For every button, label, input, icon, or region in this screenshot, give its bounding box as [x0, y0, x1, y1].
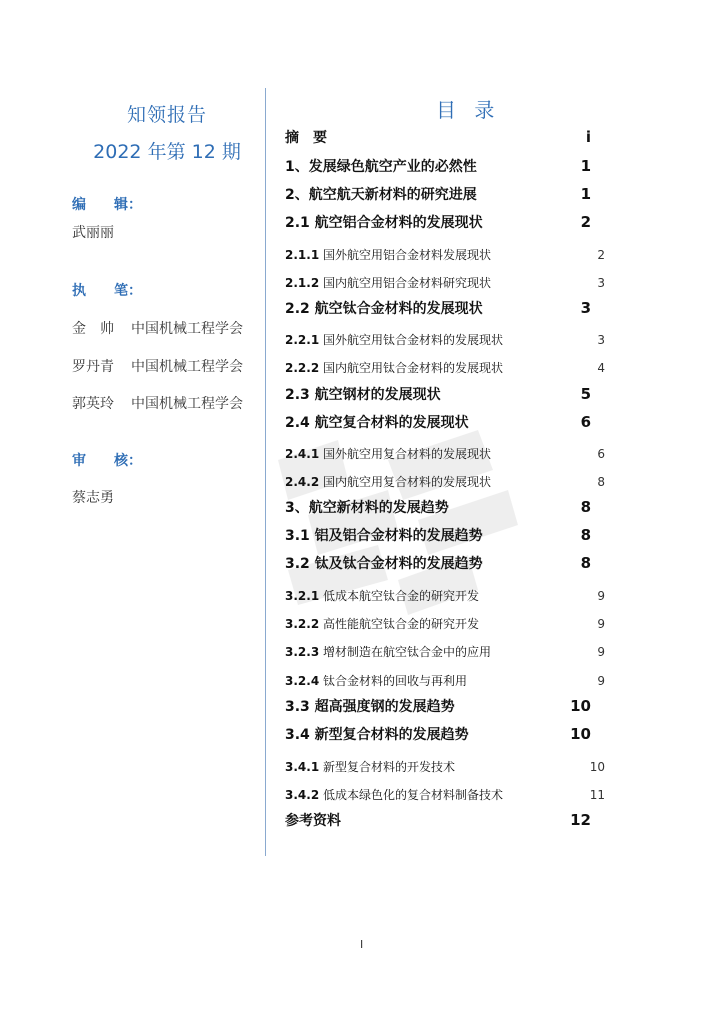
toc-entry[interactable] — [285, 156, 605, 176]
toc-entry[interactable] — [285, 412, 605, 432]
toc-entry-number: 3.2.1 — [285, 589, 320, 603]
toc-entry-text: 国外航空用钛合金材料的发展现状 — [319, 333, 503, 347]
toc-entry-page: 11 — [589, 788, 605, 802]
toc-entry-title — [285, 412, 561, 432]
toc-entry-page: 9 — [597, 589, 605, 603]
toc-entry-number: 3.2 — [285, 556, 310, 572]
toc-entry-text: 高性能航空钛合金的研究开发 — [319, 617, 479, 631]
toc-entry[interactable] — [285, 212, 605, 232]
toc-entry-title — [285, 246, 575, 263]
toc-entry[interactable] — [285, 359, 605, 376]
toc-entry-title — [285, 587, 575, 604]
toc-entry-text: 铝及铝合金材料的发展趋势 — [309, 528, 483, 544]
writer-label: 执 笔： — [72, 283, 142, 299]
toc-entry-page: 3 — [580, 299, 591, 317]
toc-entry-text: 增材制造在航空钛合金中的应用 — [319, 645, 491, 659]
toc-entry-number: 3、 — [285, 500, 309, 516]
toc-entry-page: 10 — [589, 760, 605, 774]
writer-org: 中国机械工程学会 — [131, 396, 243, 412]
reviewer-name: 蔡志勇 — [72, 490, 114, 506]
toc-entry-title — [285, 497, 561, 517]
toc-entry-text: 新型复合材料的发展趋势 — [309, 727, 469, 743]
toc-entry[interactable] — [285, 184, 605, 204]
toc-entry-title — [285, 331, 575, 348]
toc-entry-page: 8 — [580, 554, 591, 572]
toc-entry-title — [285, 445, 575, 462]
toc-entry-text: 发展绿色航空产业的必然性 — [308, 159, 477, 175]
toc-entry-page: 9 — [597, 617, 605, 631]
toc-entry-page: 6 — [597, 447, 605, 461]
writer-org: 中国机械工程学会 — [131, 359, 243, 375]
toc-entry[interactable] — [285, 384, 605, 404]
toc-entry-text: 新型复合材料的开发技术 — [319, 760, 455, 774]
toc-entry-page: 5 — [580, 385, 591, 403]
toc-entry[interactable] — [285, 525, 605, 545]
toc-entry-title — [285, 758, 575, 775]
vertical-divider — [265, 88, 266, 856]
toc-entry-page: 3 — [597, 276, 605, 290]
toc-entry-page: 9 — [597, 674, 605, 688]
writer-name: 郭英玲 — [72, 396, 114, 412]
toc-entry[interactable] — [285, 786, 605, 803]
publication-name: 知领报告 — [126, 104, 207, 126]
toc-entry-page: 8 — [580, 526, 591, 544]
toc-entry-title — [285, 473, 575, 490]
toc-entry[interactable] — [285, 696, 605, 716]
toc-entry-number: 3.1 — [285, 528, 310, 544]
toc-entry-title — [285, 156, 561, 176]
toc-entry-title — [285, 298, 561, 318]
toc-entry-number: 2.1.1 — [285, 248, 320, 262]
toc-entry-number: 3.2.2 — [285, 617, 320, 631]
toc-entry-text: 航空新材料的发展趋势 — [308, 500, 449, 516]
toc-entry-text: 钛及钛合金材料的发展趋势 — [309, 556, 483, 572]
toc-entry-text: 航空钛合金材料的发展现状 — [309, 301, 483, 317]
toc-entry[interactable] — [285, 810, 605, 830]
toc-entry-text: 国内航空用铝合金材料研究现状 — [319, 276, 491, 290]
toc-entry-title — [285, 525, 561, 545]
toc-entry-page: 8 — [580, 498, 591, 516]
toc-entry-page: 2 — [580, 213, 591, 231]
toc-entry[interactable] — [285, 672, 605, 689]
toc-entry[interactable] — [285, 587, 605, 604]
toc-entry-page: 12 — [570, 811, 591, 829]
toc-entry[interactable] — [285, 298, 605, 318]
toc-entry-text: 低成本航空钛合金的研究开发 — [319, 589, 479, 603]
toc-entry-number: 3.4.1 — [285, 760, 320, 774]
page-number: I — [360, 938, 364, 951]
toc-entry-title — [285, 384, 561, 404]
writer-name: 金 帅 — [72, 321, 114, 337]
toc-entry-title — [285, 643, 575, 660]
toc-entry-text: 超高强度钢的发展趋势 — [309, 699, 455, 715]
toc-entry[interactable] — [285, 643, 605, 660]
toc-entry-title — [285, 786, 575, 803]
toc-entry-page: 3 — [597, 333, 605, 347]
toc-entry-text: 国外航空用铝合金材料发展现状 — [319, 248, 491, 262]
reviewer-label: 审 核： — [72, 453, 142, 469]
toc-entry-number: 2.4.1 — [285, 447, 320, 461]
writer-org: 中国机械工程学会 — [131, 321, 243, 337]
toc-entry-number: 2.3 — [285, 387, 310, 403]
toc-entry[interactable] — [285, 127, 605, 147]
toc-entry-page: 2 — [597, 248, 605, 262]
toc-entry[interactable] — [285, 758, 605, 775]
toc-entry-title — [285, 212, 561, 232]
toc-entry-number: 3.4.2 — [285, 788, 320, 802]
toc-entry-number: 2.4.2 — [285, 475, 320, 489]
toc-entry-page: 1 — [580, 157, 591, 175]
toc-entry-page: 9 — [597, 645, 605, 659]
toc-entry[interactable] — [285, 615, 605, 632]
toc-entry-number: 2.2.2 — [285, 361, 320, 375]
toc-entry-title — [285, 810, 561, 830]
toc-entry[interactable] — [285, 553, 605, 573]
toc-entry-number: 3.2.3 — [285, 645, 320, 659]
toc-entry-text: 钛合金材料的回收与再利用 — [319, 674, 467, 688]
toc-entry-number: 2.1 — [285, 215, 310, 231]
toc-entry-number: 2、 — [285, 187, 309, 203]
editor-name: 武丽丽 — [72, 225, 114, 241]
toc-entry-page: 4 — [597, 361, 605, 375]
toc-entry-text: 国内航空用钛合金材料的发展现状 — [319, 361, 503, 375]
toc-entry-title — [285, 184, 561, 204]
toc-entry-text: 国内航空用复合材料的发展现状 — [319, 475, 491, 489]
toc-entry-title — [285, 553, 561, 573]
toc-entry-number: 3.2.4 — [285, 674, 320, 688]
toc-entry-number: 2.4 — [285, 415, 310, 431]
toc-title: 目 录 — [436, 98, 501, 122]
toc-entry-page: 10 — [570, 725, 591, 743]
toc-entry-text: 国外航空用复合材料的发展现状 — [319, 447, 491, 461]
toc-entry-title — [285, 615, 575, 632]
toc-entry[interactable] — [285, 497, 605, 517]
toc-entry-page: 1 — [580, 185, 591, 203]
toc-entry-text: 航空航天新材料的研究进展 — [308, 187, 477, 203]
toc-entry-text: 航空钢材的发展现状 — [309, 387, 441, 403]
toc-entry-title — [285, 359, 575, 376]
toc-entry-number: 1、 — [285, 159, 309, 175]
toc-entry-text: 航空铝合金材料的发展现状 — [309, 215, 483, 231]
toc-entry[interactable] — [285, 274, 605, 291]
toc-entry-title — [285, 274, 575, 291]
toc-entry[interactable] — [285, 724, 605, 744]
toc-entry-title — [285, 696, 561, 716]
toc-entry-number: 3.4 — [285, 727, 310, 743]
toc-entry-number: 3.3 — [285, 699, 310, 715]
toc-entry-title — [285, 127, 561, 147]
toc-entry-page: 8 — [597, 475, 605, 489]
toc-entry-page: 6 — [580, 413, 591, 431]
writer-name: 罗丹青 — [72, 359, 114, 375]
toc-entry-title — [285, 724, 561, 744]
toc-entry-text: 低成本绿色化的复合材料制备技术 — [319, 788, 503, 802]
toc-entry-page: 10 — [570, 697, 591, 715]
toc-entry-number: 2.2 — [285, 301, 310, 317]
toc-entry-text: 摘 要 — [285, 130, 327, 146]
toc-entry-number: 2.1.2 — [285, 276, 320, 290]
toc-entry-page: i — [585, 128, 591, 146]
toc-entry[interactable] — [285, 246, 605, 263]
toc-entry-text: 航空复合材料的发展现状 — [309, 415, 469, 431]
toc-entry-text: 参考资料 — [285, 813, 341, 829]
toc-entry-title — [285, 672, 575, 689]
editor-label: 编 辑： — [72, 197, 142, 213]
toc-entry[interactable] — [285, 445, 605, 462]
publication-issue: 2022 年第 12 期 — [93, 141, 241, 163]
toc-entry[interactable] — [285, 331, 605, 348]
toc-entry[interactable] — [285, 473, 605, 490]
toc-entry-number: 2.2.1 — [285, 333, 320, 347]
